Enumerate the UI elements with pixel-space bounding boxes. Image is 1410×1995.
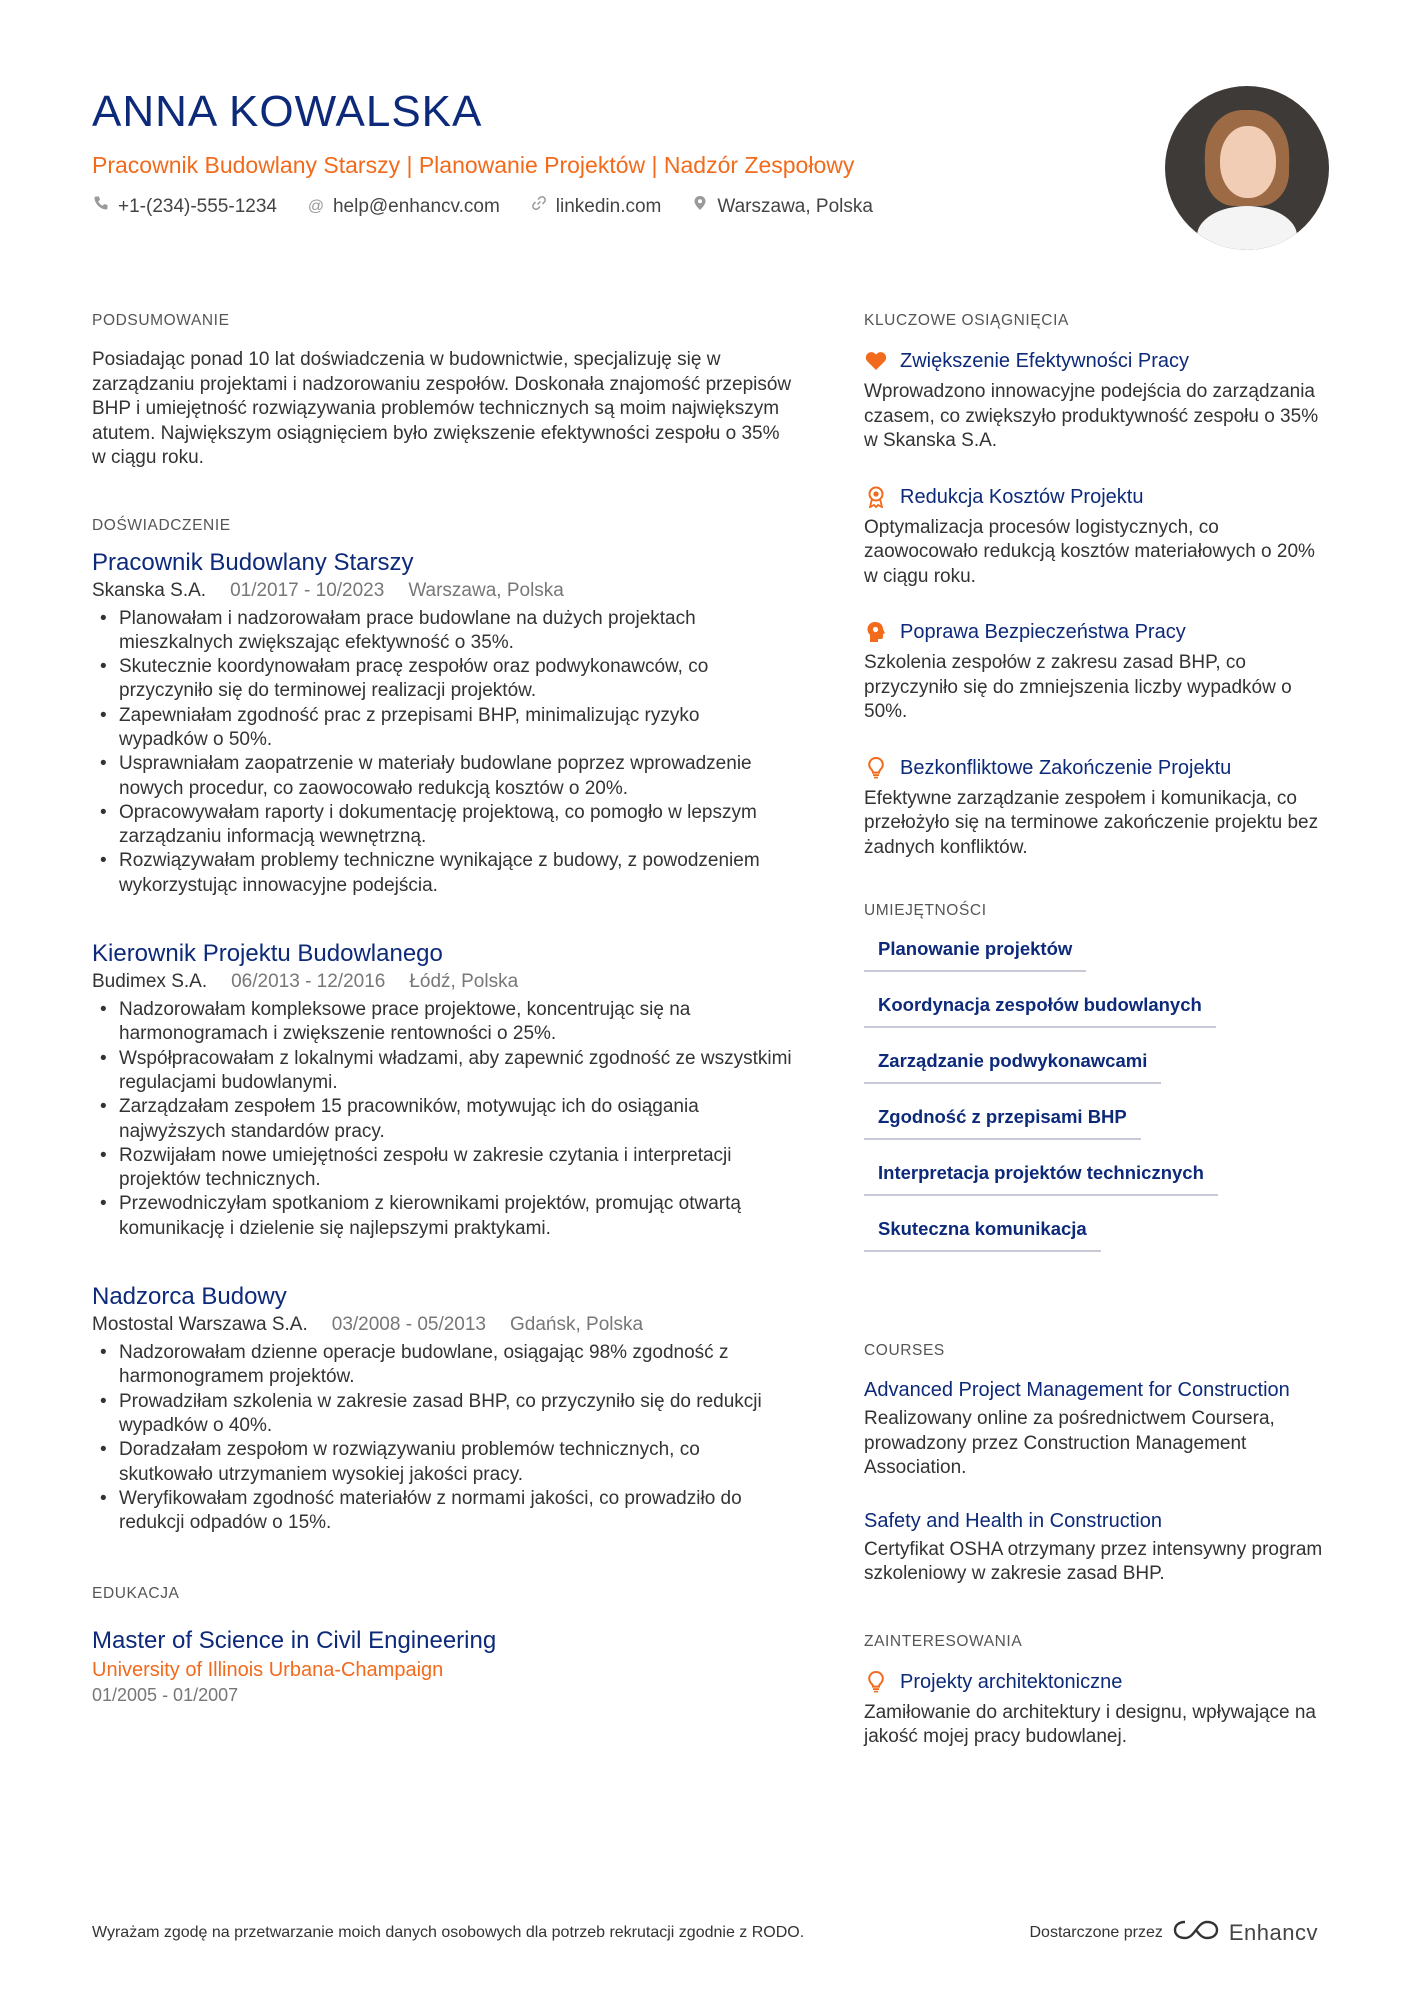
interest-title: Projekty architektoniczne [900,1670,1123,1693]
job-dates: 06/2013 - 12/2016 [231,971,386,993]
job-title: Kierownik Projektu Budowlanego [92,940,443,968]
bullet-item: • Przewodniczyłam spotkaniom z kierownikami projektów, promując otwartą komunikację i dzielenie się najlepszymi praktykami. [92,1192,792,1241]
phone-icon [92,194,110,220]
award-icon [864,485,888,509]
job-bullets [92,1341,792,1535]
enhancv-logo-icon [1173,1918,1219,1947]
skill-tag: Koordynacja zespołów budowlanych [864,988,1216,1028]
skills-list [864,932,1324,1268]
bullet-item: • Usprawniałam zaopatrzenie w materiały budowlane poprzez wprowadzenie nowych procedur, co zaowocowało redukcją kosztów o 20%. [92,752,792,801]
location-text: Warszawa, Polska [717,196,873,217]
bullet-item: • Prowadziłam szkolenia w zakresie zasad BHP, co przyczyniło się do redukcji wypadków o 40%. [92,1390,792,1439]
job-meta [92,1313,792,1337]
candidate-title: Pracownik Budowlany Starszy | Planowanie Projektów | Nadzór Zespołowy [92,152,855,178]
achievement-item [864,755,1324,861]
skills-heading: UMIEJĘTNOŚCI [864,902,987,919]
job-location: Łódź, Polska [409,971,519,993]
interest-item [864,1669,1324,1750]
education-degree: Master of Science in Civil Engineering [92,1627,497,1655]
profile-photo [1165,86,1329,250]
lightbulb-icon [864,756,888,780]
achievement-title: Redukcja Kosztów Projektu [900,485,1144,508]
achievement-title: Bezkonfliktowe Zakończenie Projektu [900,756,1232,779]
link-icon [530,194,548,220]
achievement-item [864,348,1324,454]
achievement-title: Zwiększenie Efektywności Pracy [900,350,1189,372]
brand-name: Enhancv [1228,1919,1318,1945]
achievement-desc: Wprowadzono innowacyjne podejścia do zarządzania czasem, co zwiększyło produktywność zespołu o 35% w Skanska S.A. [864,381,1319,451]
job-location: Gdańsk, Polska [510,1314,644,1336]
course-title: Safety and Health in Construction [864,1509,1162,1532]
job-dates: 03/2008 - 05/2013 [331,1314,486,1336]
job-entry [92,547,792,899]
achievement-item [864,484,1324,590]
left-column [92,310,792,1707]
job-location: Warszawa, Polska [408,579,564,601]
course-item [864,1378,1324,1481]
skills-section [864,900,1324,1268]
head-gear-icon [864,620,888,644]
achievement-desc: Optymalizacja procesów logistycznych, co zaowocowało redukcją kosztów materiałowych o 20% w ciągu roku. [864,516,1315,587]
contact-location [691,194,873,220]
skill-tag: Planowanie projektów [864,932,1086,972]
phone-text: +1-(234)-555-1234 [118,196,277,217]
education-school: University of Illinois Urbana-Champaign [92,1659,444,1682]
course-desc: Certyfikat OSHA otrzymany przez intensywny program szkoleniowy w zakresie zasad BHP. [864,1538,1323,1584]
courses-heading: COURSES [864,1342,945,1359]
interests-section [864,1631,1324,1750]
powered-by[interactable] [1029,1918,1318,1947]
bullet-item: • Doradzałam zespołom w rozwiązywaniu problemów technicznych, co skutkowało utrzymaniem wysokiej jakości pracy. [92,1438,792,1487]
achievement-item [864,619,1324,725]
interests-heading: ZAINTERESOWANIA [864,1632,1023,1650]
interest-desc: Zamiłowanie do architektury i designu, wpływające na jakość mojej pracy budowlanej. [864,1701,1317,1747]
skill-tag: Zgodność z przepisami BHP [864,1100,1141,1140]
experience-heading: DOŚWIADCZENIE [92,516,231,534]
at-icon: @ [307,198,325,215]
education-section [92,1583,792,1707]
resume-header [92,84,1132,220]
education-dates: 01/2005 - 01/2007 [92,1685,239,1706]
summary-section [92,310,792,471]
skill-tag: Interpretacja projektów technicznych [864,1156,1218,1196]
education-heading: EDUKACJA [92,1585,180,1603]
skill-tag: Zarządzanie podwykonawcami [864,1044,1161,1084]
bullet-item: • Współpracowałam z lokalnymi władzami, aby zapewnić zgodność ze wszystkimi regulacjami budowlanymi. [92,1047,792,1096]
job-title: Nadzorca Budowy [92,1283,287,1311]
bullet-item: • Zapewniałam zgodność prac z przepisami BHP, minimalizując ryzyko wypadków o 50%. [92,704,792,753]
job-meta [92,579,792,603]
job-title: Pracownik Budowlany Starszy [92,548,414,576]
course-desc: Realizowany online za pośrednictwem Coursera, prowadzony przez Construction Management Association. [864,1408,1275,1478]
powered-by-label: Dostarczone przez [1029,1923,1163,1941]
right-column [864,310,1324,1780]
job-bullets [92,998,792,1241]
job-dates: 01/2017 - 10/2023 [230,579,385,601]
bullet-item: • Planowałam i nadzorowałam prace budowlane na dużych projektach mieszkalnych zwiększając efektywność o 35%. [92,607,792,656]
candidate-name: ANNA KOWALSKA [92,87,483,136]
lightbulb-icon [864,1670,888,1694]
achievements-heading: KLUCZOWE OSIĄGNIĘCIA [864,312,1069,329]
job-entry [92,1281,792,1535]
bullet-item: • Rozwijałam nowe umiejętności zespołu w zakresie czytania i interpretacji projektów technicznych. [92,1144,792,1193]
achievement-title: Poprawa Bezpieczeństwa Pracy [900,621,1186,643]
course-title: Advanced Project Management for Construction [864,1379,1290,1401]
bullet-item: • Skutecznie koordynowałam pracę zespołów oraz podwykonawców, co przyczyniło się do terminowej realizacji projektów. [92,655,792,704]
job-meta [92,970,792,994]
email-text[interactable]: help@enhancv.com [332,196,500,217]
experience-section [92,515,792,1536]
job-entry [92,938,792,1241]
contact-email[interactable] [307,194,500,220]
bullet-item: • Rozwiązywałam problemy techniczne wynikające z budowy, z powodzeniem wykorzystując innowacyjne podejścia. [92,849,792,898]
page-footer [92,1918,1318,1947]
job-company: Skanska S.A. [92,579,207,601]
achievement-desc: Efektywne zarządzanie zespołem i komunikacja, co przełożyło się na terminowe zakończenie projektu bez żadnych konfliktów. [864,787,1319,858]
job-bullets [92,607,792,899]
achievement-desc: Szkolenia zespołów z zakresu zasad BHP, co przyczyniło się do zmniejszenia liczby wypadków o 50%. [864,652,1292,722]
contact-linkedin[interactable] [530,194,662,220]
contact-row [92,194,1132,220]
bullet-item: • Nadzorowałam kompleksowe prace projektowe, koncentrując się na harmonogramach i zwiększenie rentowności o 25%. [92,998,792,1047]
heart-icon [864,349,888,373]
job-company: Mostostal Warszawa S.A. [92,1314,308,1336]
consent-text: Wyrażam zgodę na przetwarzanie moich danych osobowych dla potrzeb rekrutacji zgodnie z RODO. [92,1923,805,1941]
job-company: Budimex S.A. [92,971,208,993]
skill-tag: Skuteczna komunikacja [864,1212,1101,1252]
bullet-item: • Weryfikowałam zgodność materiałów z normami jakości, co prowadziło do redukcji odpadów o 15%. [92,1487,792,1536]
summary-text: Posiadając ponad 10 lat doświadczenia w budownictwie, specjalizuję się w zarządzaniu projektami i nadzorowaniu zespołów. Doskonała znajomość przepisów BHP i umiejętność rozwiązywania problemów technicznych są moim największym atutem. Największym osiągnięciem było zwiększenie efektywności zespołu o 35% w ciągu roku. [92,349,792,468]
location-pin-icon [691,194,709,220]
bullet-item: • Opracowywałam raporty i dokumentację projektową, co pomogło w lepszym zarządzaniu informacją wewnętrzną. [92,801,792,850]
courses-section [864,1340,1324,1587]
course-item [864,1509,1324,1587]
contact-phone [92,194,277,220]
linkedin-text[interactable]: linkedin.com [555,196,662,217]
bullet-item: • Nadzorowałam dzienne operacje budowlane, osiągając 98% zgodność z harmonogramem projektów. [92,1341,792,1390]
summary-heading: PODSUMOWANIE [92,312,230,329]
bullet-item: • Zarządzałam zespołem 15 pracowników, motywując ich do osiągania najwyższych standardów pracy. [92,1095,792,1144]
achievements-section [864,310,1324,860]
